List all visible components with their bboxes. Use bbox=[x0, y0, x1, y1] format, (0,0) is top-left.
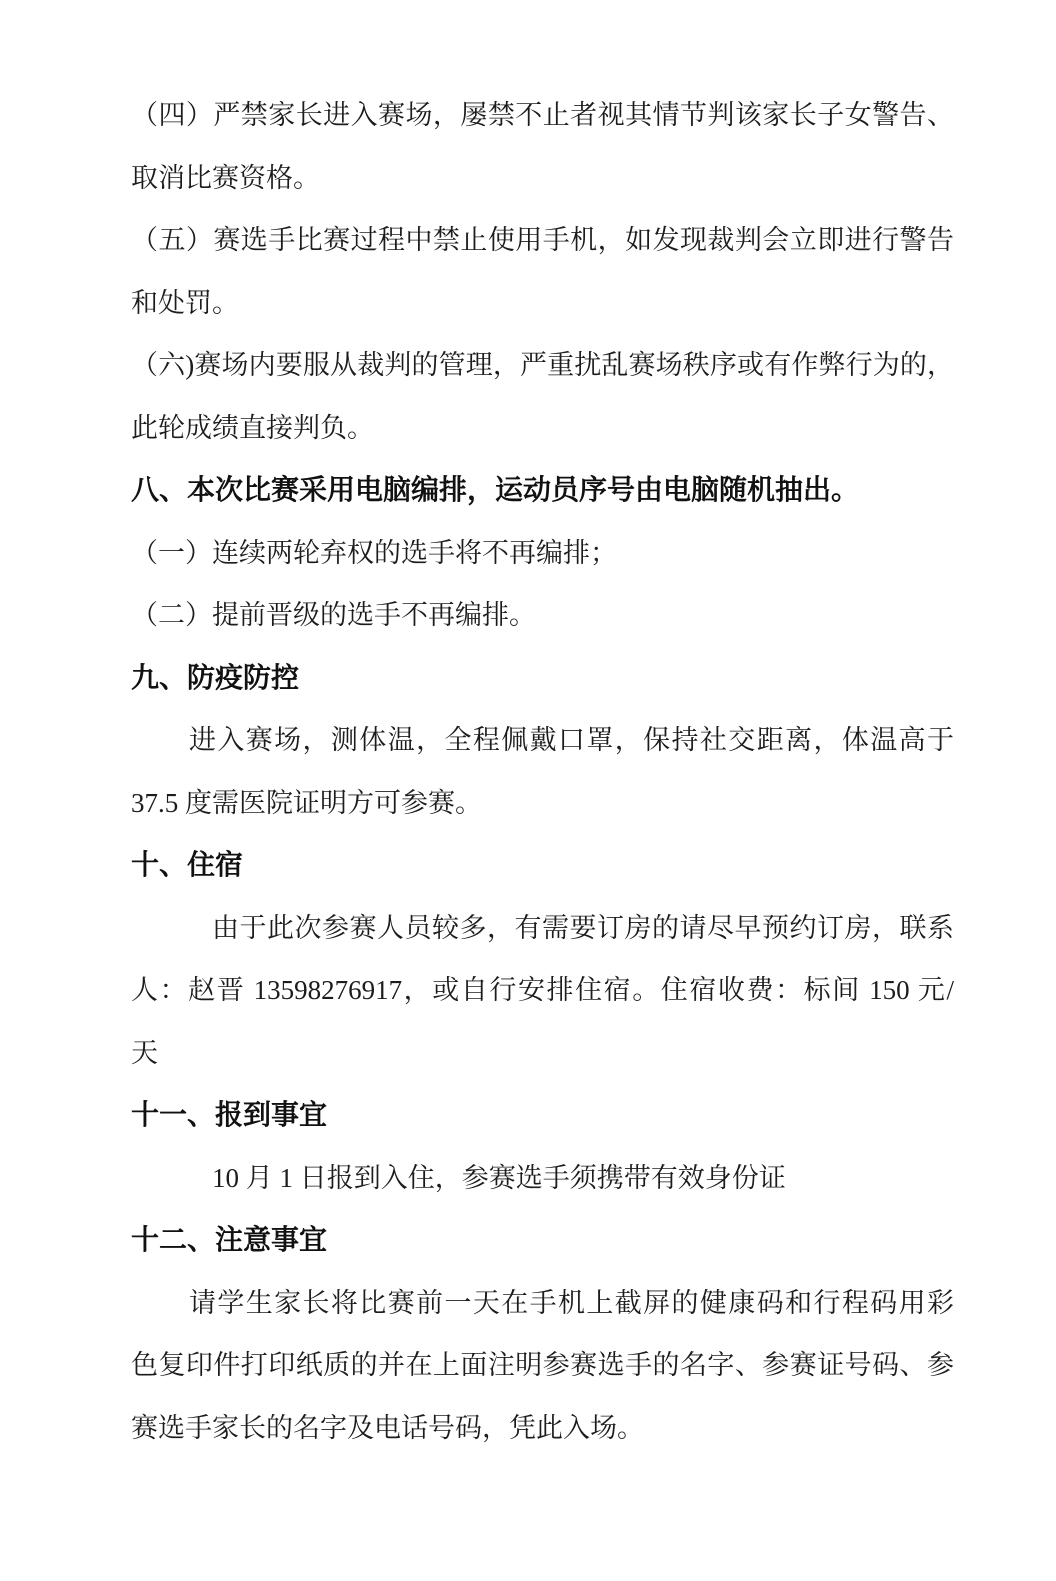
section-heading: 八、本次比赛采用电脑编排，运动员序号由电脑随机抽出。 bbox=[131, 474, 860, 505]
section-heading: 十、住宿 bbox=[131, 849, 244, 880]
doc-line: （二）提前晋级的选手不再编排。 bbox=[131, 600, 536, 630]
doc-line: 请学生家长将比赛前一天在手机上截屏的健康码和行程码用彩 bbox=[189, 1287, 954, 1318]
doc-line: （一）连续两轮弃权的选手将不再编排； bbox=[131, 537, 617, 568]
document-text-block bbox=[131, 84, 954, 1459]
section-heading: 十二、注意事宜 bbox=[131, 1224, 328, 1255]
doc-line: 由于此次参赛人员较多，有需要订房的请尽早预约订房，联系 bbox=[212, 912, 954, 943]
doc-line: 色复印件打印纸质的并在上面注明参赛选手的名字、参赛证号码、参 bbox=[131, 1350, 954, 1380]
section-heading: 十一、报到事宜 bbox=[131, 1099, 328, 1130]
doc-line: 进入赛场，测体温，全程佩戴口罩，保持社交距离，体温高于 bbox=[189, 725, 954, 755]
doc-line: 37.5 度需医院证明方可参赛。 bbox=[131, 787, 482, 818]
doc-line: （四）严禁家长进入赛场，屡禁不止者视其情节判该家长子女警告、 bbox=[131, 100, 954, 130]
section-heading: 九、防疫防控 bbox=[131, 661, 300, 693]
doc-line: （六)赛场内要服从裁判的管理，严重扰乱赛场秩序或有作弊行为的， bbox=[131, 350, 954, 380]
doc-line: 天 bbox=[131, 1037, 158, 1068]
doc-line: 赛选手家长的名字及电话号码，凭此入场。 bbox=[131, 1412, 644, 1443]
doc-line: 人：赵晋 13598276917，或自行安排住宿。住宿收费：标间 150 元/ bbox=[131, 975, 954, 1005]
doc-line: 此轮成绩直接判负。 bbox=[131, 412, 374, 443]
doc-line: 和处罚。 bbox=[131, 287, 239, 318]
doc-line: 10 月 1 日报到入住，参赛选手须携带有效身份证 bbox=[212, 1162, 786, 1193]
doc-line: （五）赛选手比赛过程中禁止使用手机，如发现裁判会立即进行警告 bbox=[131, 225, 954, 255]
doc-line: 取消比赛资格。 bbox=[131, 162, 320, 193]
